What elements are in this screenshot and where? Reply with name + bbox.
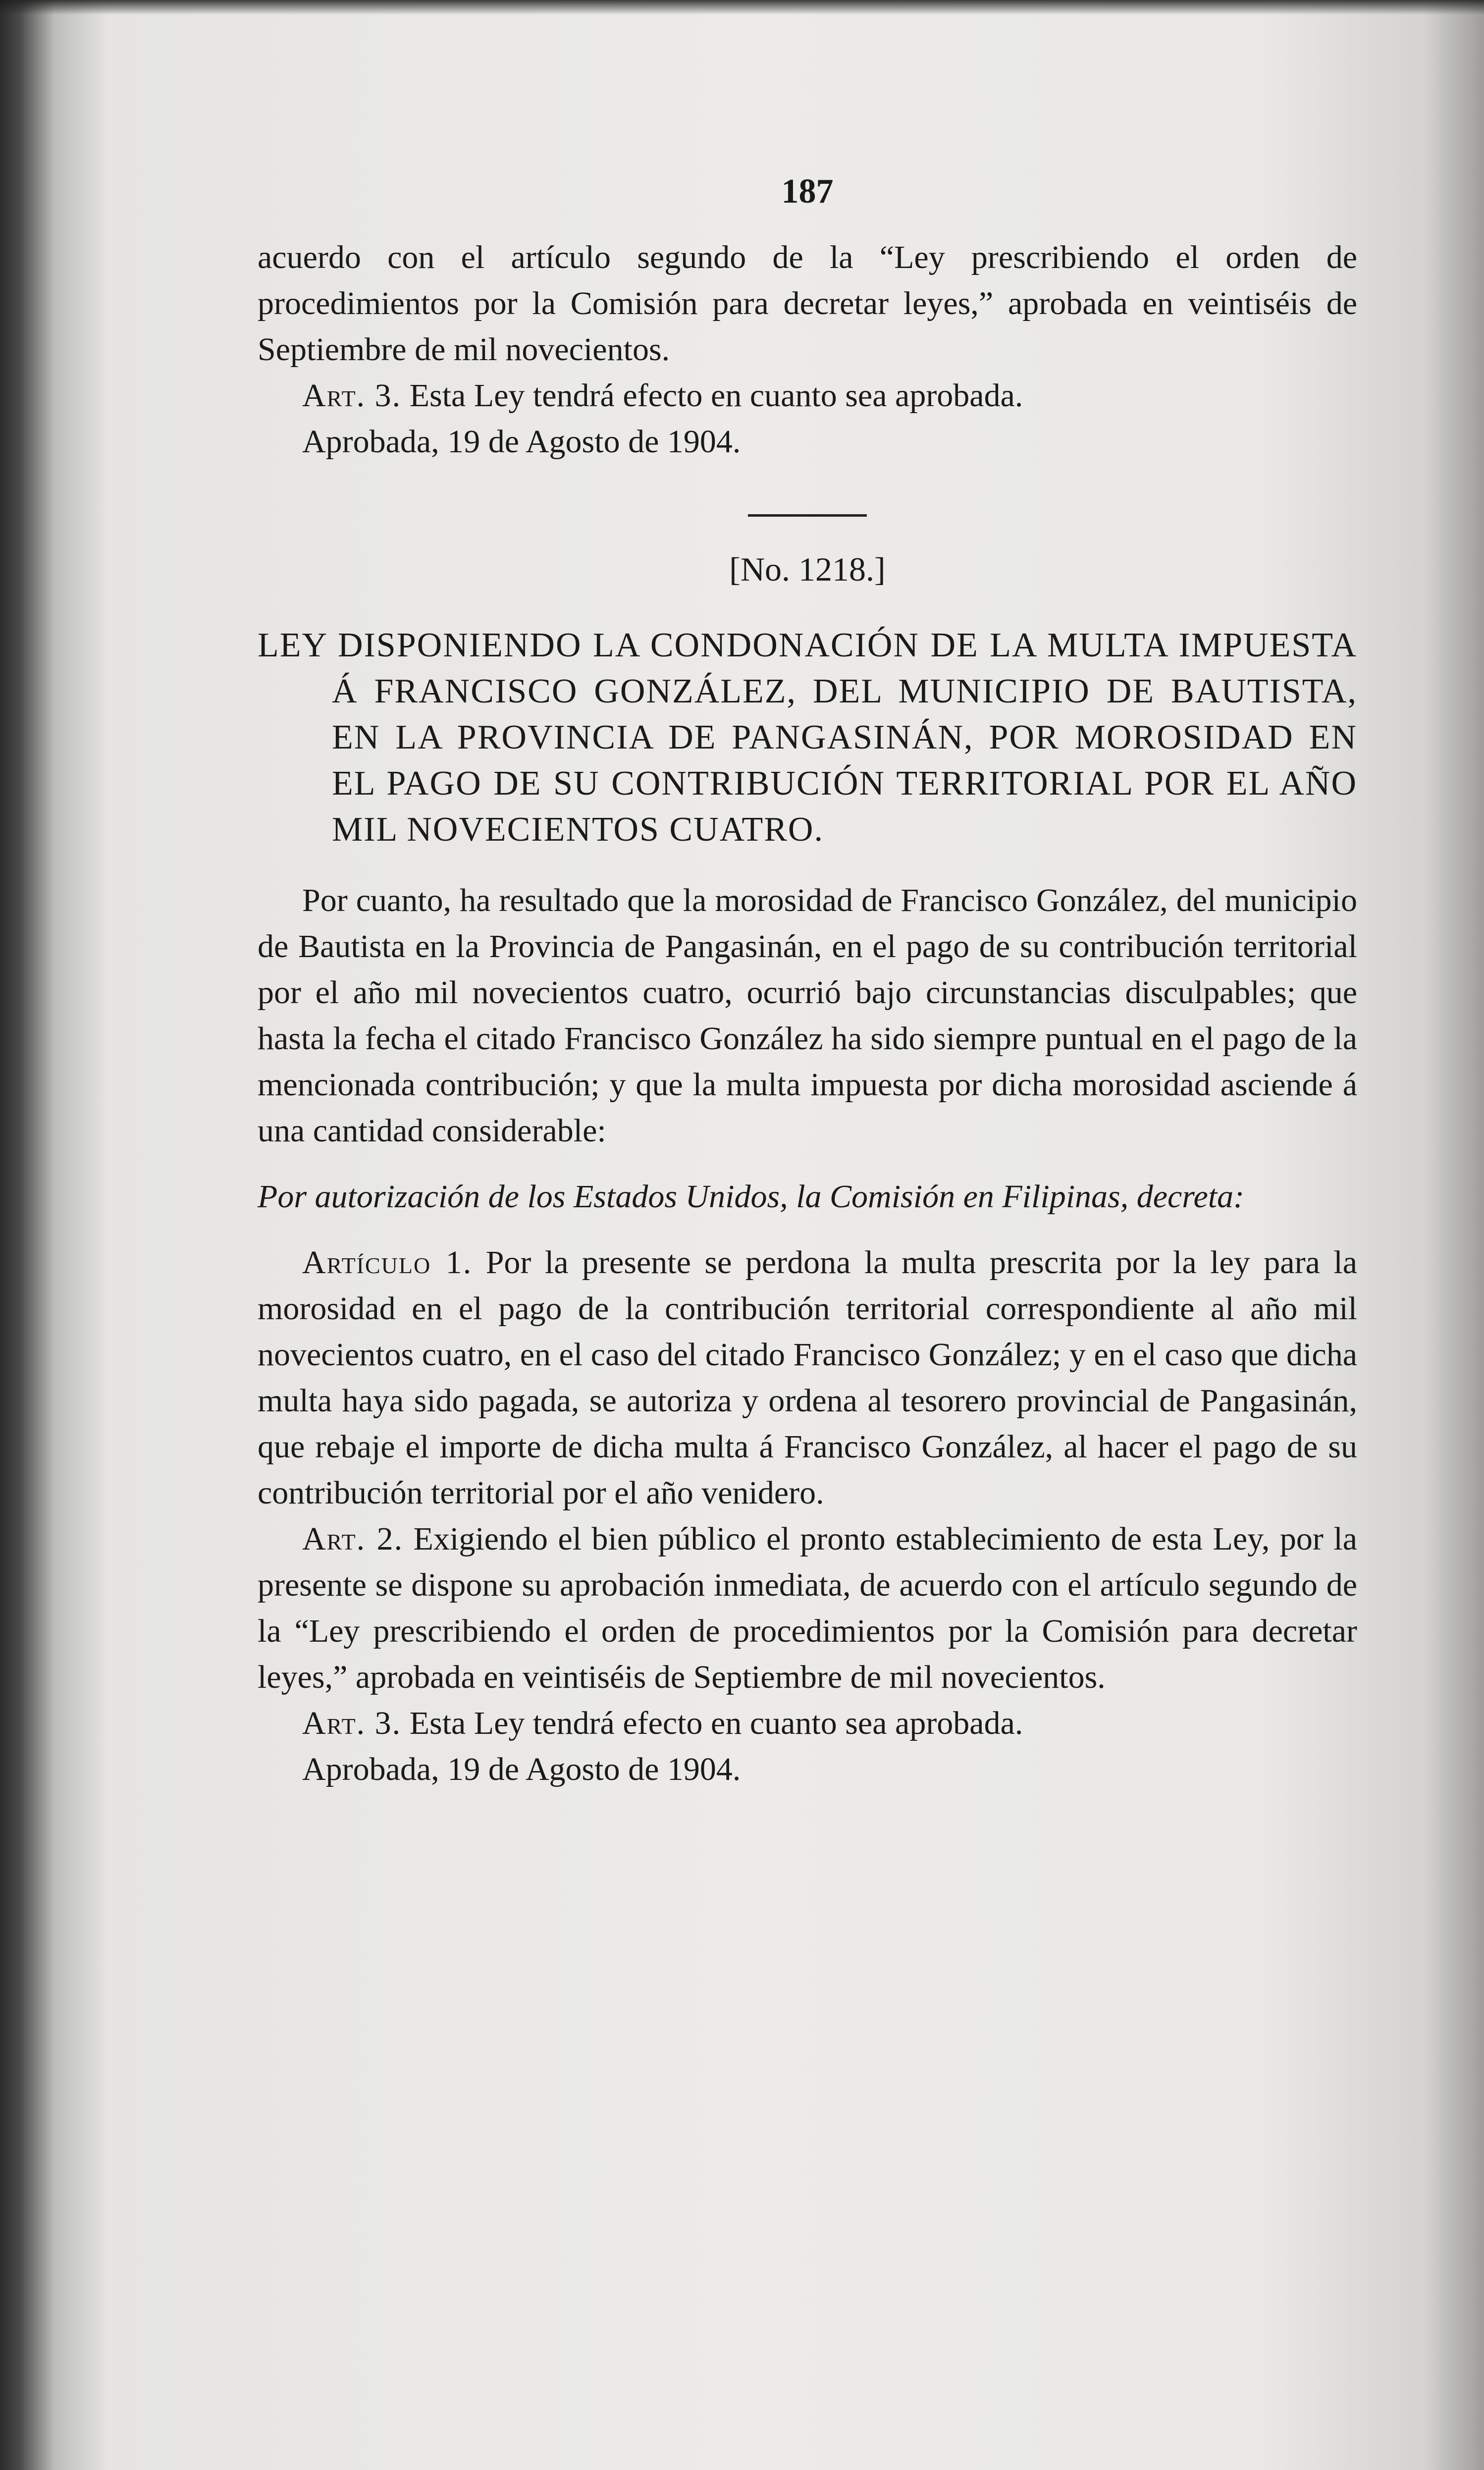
document-page <box>258 168 1357 1792</box>
scan-edge-shadow <box>0 0 1484 15</box>
approval-date: Aprobada, 19 de Agosto de 1904. <box>302 1751 741 1787</box>
article-3-paragraph <box>258 1700 1357 1746</box>
section-divider <box>748 514 867 517</box>
enacting-clause: Por autorización de los Estados Unidos, la Comisión en Filipinas, decreta: <box>258 1179 1245 1215</box>
article-text: Exigiendo el bien público el pronto establecimiento de esta Ley, por la presente se dispone su aprobación inmediata, de acuerdo con el artículo segundo de la “Ley prescribiendo el orden de procedimientos por la Comisión para decretar leyes,” aprobada en veintiséis de Septiembre de mil novecientos. <box>258 1521 1357 1695</box>
article-2-paragraph <box>258 1516 1357 1700</box>
article-3-paragraph <box>258 373 1357 419</box>
article-label: Art. 3. <box>302 1705 402 1741</box>
article-text: Por la presente se perdona la multa prescrita por la ley para la morosidad en el pago de la contribución territorial correspondiente al año mil novecientos cuatro, en el caso del citado Francisco González; y en el caso que dicha multa haya sido pagada, se autoriza y ordena al tesorero provincial de Pangasinán, que rebaje el importe de dicha multa á Francisco González, al hacer el pago de su contribución territorial por el año venidero. <box>258 1244 1358 1511</box>
article-1-paragraph <box>258 1239 1357 1516</box>
article-text: Esta Ley tendrá efecto en cuanto sea aprobada. <box>409 377 1023 414</box>
page-number: 187 <box>781 172 834 211</box>
article-label: Art. 3. <box>302 377 402 414</box>
approval-date: Aprobada, 19 de Agosto de 1904. <box>302 424 741 460</box>
law-title: LEY DISPONIENDO LA CONDONACIÓN DE LA MULTA IMPUESTA Á FRANCISCO GONZÁLEZ, DEL MUNICIPIO DE BAUTISTA, EN LA PROVINCIA DE PANGASINÁN, POR MOROSIDAD EN EL PAGO DE SU CONTRIBUCIÓN TERRITORIAL POR EL AÑO MIL NOVECIENTOS CUATRO. <box>258 626 1357 849</box>
article-label: Art. 2. <box>302 1521 404 1557</box>
article-text: Esta Ley tendrá efecto en cuanto sea aprobada. <box>409 1705 1023 1741</box>
law-number: [No. 1218.] <box>729 550 886 588</box>
article-label: Artículo 1. <box>302 1244 473 1281</box>
continuation-paragraph: acuerdo con el artículo segundo de la “Ley prescribiendo el orden de procedimientos por la Comisión para decretar leyes,” aprobada en veintiséis de Septiembre de mil novecientos. <box>258 239 1357 368</box>
preamble-paragraph: Por cuanto, ha resultado que la morosidad de Francisco González, del municipio de Bautista en la Provincia de Pangasinán, en el pago de su contribución territorial por el año mil novecientos cuatro, ocurrió bajo circunstancias disculpables; que hasta la fecha el citado Francisco González ha sido siempre puntual en el pago de la mencionada contribución; y que la multa impuesta por dicha morosidad asciende á una cantidad considerable: <box>258 882 1357 1149</box>
